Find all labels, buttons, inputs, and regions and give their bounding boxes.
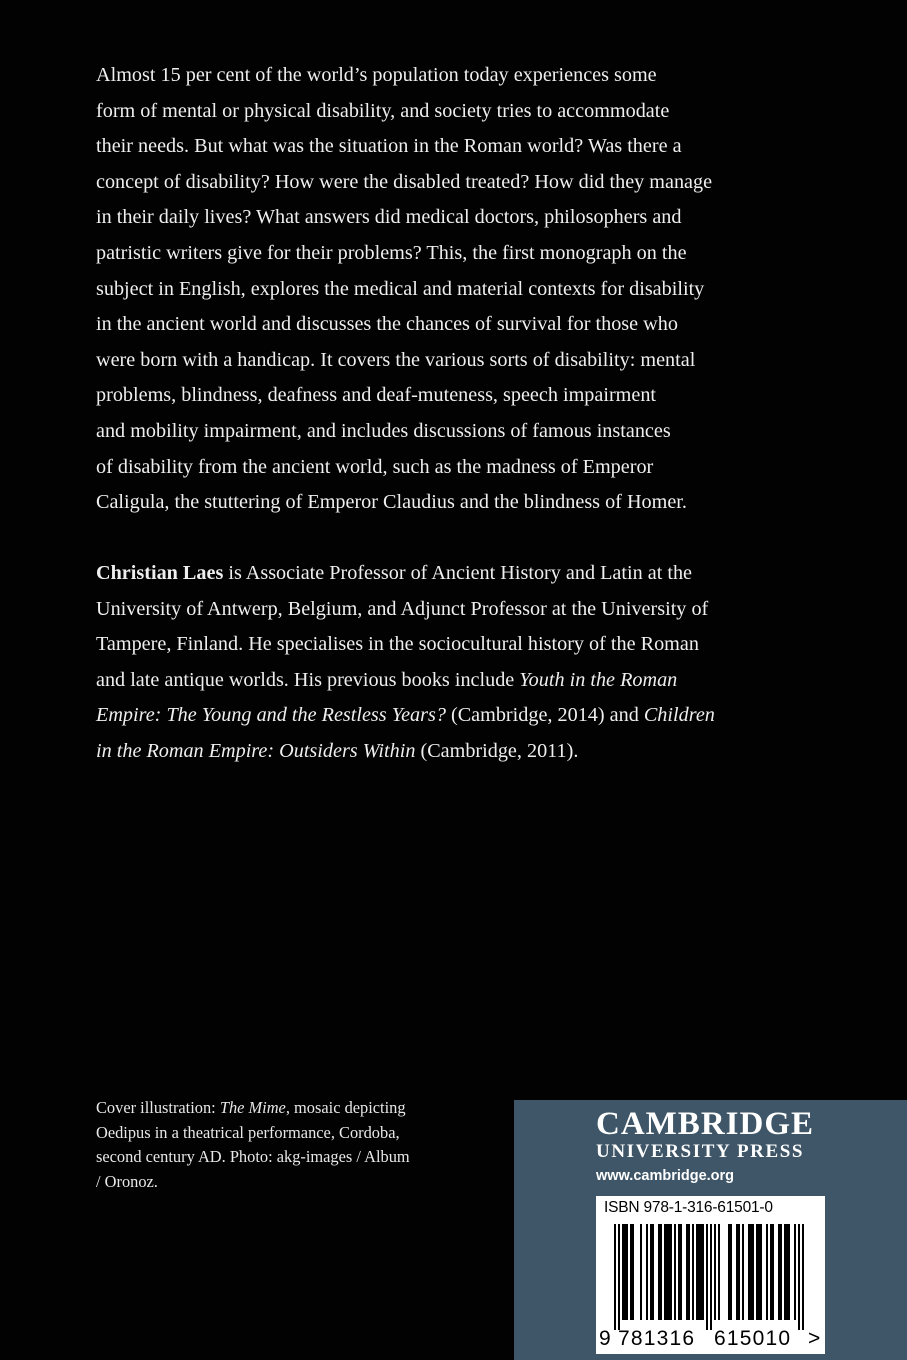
barcode-quiet-zone-mark: > [808,1327,821,1350]
blurb-line: subject in English, explores the medical and material contexts for disability [96,277,705,300]
barcode-bar [680,1224,682,1320]
barcode-bar [702,1224,704,1320]
barcode-guard-bar [614,1224,616,1330]
barcode-bar [738,1224,740,1320]
author-name: Christian Laes [96,562,224,584]
barcode-left-digits: 781316 [618,1327,696,1350]
barcode-bar [742,1224,744,1320]
barcode-bar [756,1224,758,1320]
isbn-label: ISBN 978-1-316-61501-0 [604,1199,773,1216]
barcode-bar [692,1224,694,1320]
barcode-bar [780,1224,782,1320]
barcode-bar [758,1224,760,1320]
bio-line [96,556,796,592]
barcode-bar [678,1224,680,1320]
blurb-line: were born with a handicap. It covers the various sorts of disability: mental [96,348,696,371]
blurb-line: patristic writers give for their problems? This, the first monograph on the [96,241,687,264]
caption-artwork-title: The Mime [219,1098,286,1117]
barcode-bar [772,1224,774,1320]
barcode-bar [786,1224,788,1320]
barcode-bar [770,1224,772,1320]
bio-text: (Cambridge, 2011). [415,739,579,762]
barcode-bar [718,1224,720,1320]
blurb-line: of disability from the ancient world, such as the madness of Emperor [96,455,654,478]
blurb-line: form of mental or physical disability, and society tries to accommodate [96,99,670,122]
bio-line [96,734,796,770]
barcode-bar [670,1224,672,1320]
blurb-line: and mobility impairment, and includes discussions of famous instances [96,419,671,442]
barcode-lead-digit: 9 [599,1327,611,1350]
barcode-bar [736,1224,738,1320]
cover-illustration-caption [96,1096,486,1194]
blurb-line: concept of disability? How were the disabled treated? How did they manage [96,170,713,193]
barcode-bar [674,1224,676,1320]
book-title-youth: Empire: The Young and the Restless Years? [96,704,446,727]
barcode-right-digits: 615010 [714,1327,792,1350]
publisher-name: CAMBRIDGE [596,1106,815,1142]
barcode-bar [698,1224,700,1320]
blurb-line: Almost 15 per cent of the world’s population today experiences some [96,64,657,86]
caption-line: second century AD. Photo: akg-images / Album [96,1147,410,1167]
barcode-bar [784,1224,786,1320]
barcode-bar [748,1224,750,1320]
book-title-youth: Youth in the Roman [519,668,678,691]
barcode-bar [640,1224,642,1320]
barcode-bar [788,1224,790,1320]
barcode-bar [650,1224,652,1320]
barcode-bar [626,1224,628,1320]
blurb-line: Caligula, the stuttering of Emperor Claudius and the blindness of Homer. [96,491,687,514]
barcode-bar [664,1224,666,1320]
bio-line: Tampere, Finland. He specialises in the sociocultural history of the Roman [96,633,699,656]
barcode-guard-bar [798,1224,800,1330]
book-title-children: Children [643,704,715,727]
barcode-bar [714,1224,716,1320]
barcode-bar [700,1224,702,1320]
barcode-guard-bar [710,1224,712,1330]
barcode-guard-bar [802,1224,804,1330]
blurb-line: their needs. But what was the situation in the Roman world? Was there a [96,135,682,158]
barcode-bar [624,1224,626,1320]
caption-line: Oedipus in a theatrical performance, Cordoba, [96,1122,400,1142]
publisher-imprint-box [514,1100,907,1360]
barcode-bar [760,1224,762,1320]
barcode-guard-bar [706,1224,708,1330]
barcode-bar [630,1224,632,1320]
barcode-bar [666,1224,668,1320]
barcode-bar [686,1224,688,1320]
barcode-bar [660,1224,662,1320]
barcode-bar [696,1224,698,1320]
barcode-bar [658,1224,660,1320]
barcode-bar [688,1224,690,1320]
barcode-bar [778,1224,780,1320]
publisher-url: www.cambridge.org [596,1168,735,1184]
book-title-children: in the Roman Empire: Outsiders Within [96,739,416,762]
caption-line [96,1096,486,1121]
blurb-line: in the ancient world and discusses the chances of survival for those who [96,313,678,336]
barcode-digits [596,1326,825,1352]
barcode-bar [622,1224,624,1320]
barcode-bar [730,1224,732,1320]
bio-text: (Cambridge, 2014) and [445,704,644,727]
isbn-barcode-panel [596,1196,825,1354]
author-bio [96,556,796,770]
publisher-subname: UNIVERSITY PRESS [596,1141,805,1162]
bio-line [96,698,796,734]
caption-text: , mosaic depicting [285,1098,406,1117]
barcode-bar [728,1224,730,1320]
blurb-line: in their daily lives? What answers did medical doctors, philosophers and [96,206,682,229]
barcode-bar [750,1224,752,1320]
bio-line: University of Antwerp, Belgium, and Adjunct Professor at the University of [96,597,709,620]
bio-text: and late antique worlds. His previous books include [96,668,520,691]
caption-line: / Oronoz. [96,1171,158,1191]
barcode-bar [652,1224,654,1320]
barcode-bar [752,1224,754,1320]
barcode-bar [794,1224,796,1320]
book-blurb [96,58,796,521]
barcode-icon [596,1220,825,1332]
bio-text: is Associate Professor of Ancient History and Latin at the [223,562,693,584]
bio-line [96,663,796,699]
blurb-line: problems, blindness, deafness and deaf-muteness, speech impairment [96,384,657,407]
barcode-bar [632,1224,634,1320]
caption-prefix: Cover illustration: [96,1098,220,1117]
barcode-guard-bar [618,1224,620,1330]
barcode-bar [668,1224,670,1320]
barcode-bar [766,1224,768,1320]
barcode-bar [646,1224,648,1320]
